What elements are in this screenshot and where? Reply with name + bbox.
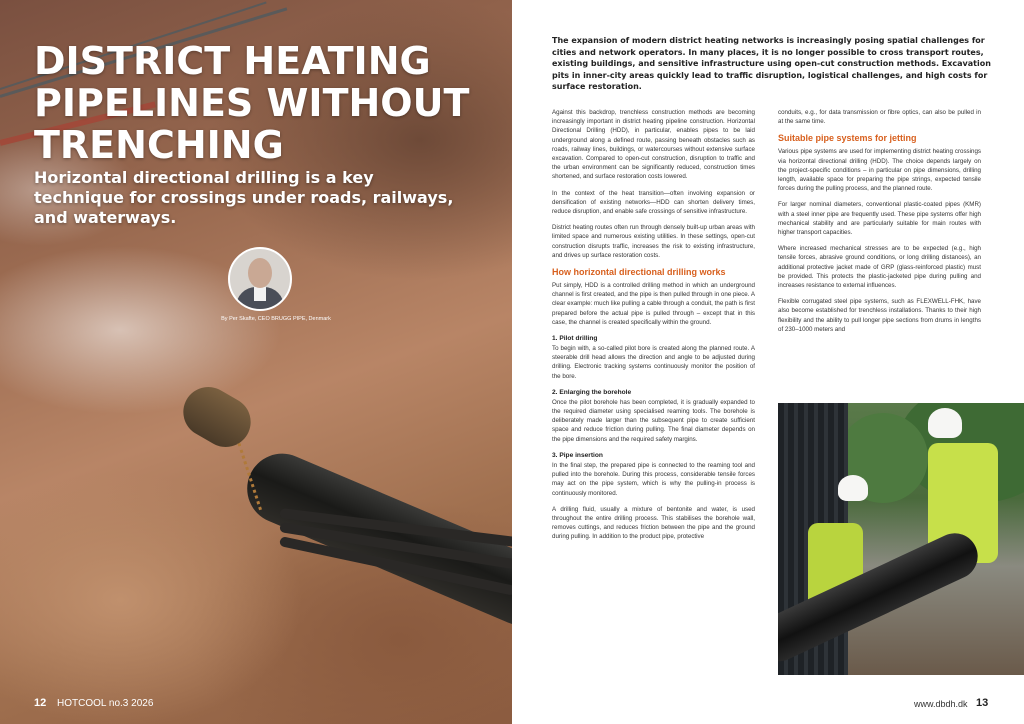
text-column-1 xyxy=(552,108,755,549)
step-heading: 1. Pilot drilling xyxy=(552,335,598,343)
author-byline: By Per Skafte, CEO BRUGG PIPE, Denmark xyxy=(221,316,331,322)
body-paragraph: Put simply, HDD is a controlled drilling method in which an underground channel is first created, and the pipe is then pulled through in one piece. A clear example: much like pulling a cable through a conduit, the path is first prepared before the actual pipe is pulled through – except that in this case, the channel is created specifically within the ground. xyxy=(552,282,755,326)
body-paragraph: District heating routes often run through densely built-up urban areas with limited space and numerous existing utilities. In these settings, open-cut construction disrupts traffic, increases the risk to existing infrastructure, and drives up surface restoration costs. xyxy=(552,224,755,259)
workers-photo xyxy=(778,403,1024,675)
body-paragraph: A drilling fluid, usually a mixture of bentonite and water, is used throughout the entire drilling process. This stabilises the borehole wall, removes cuttings, and reduces friction between the pipe and the ground during pulling. In addition to the product pipe, protective xyxy=(552,505,755,541)
body-paragraph: Against this backdrop, trenchless construction methods are becoming increasingly important in district heating pipeline construction. Horizontal Directional Drilling (HDD), in particular, enables pipes to be laid underground along a defined route, passing beneath obstacles such as roads, railway lines, buildings, or watercourses without extensive surface excavation. Compared to open-cut construction, disruption to traffic and the urban environment can be significantly reduced, construction times shortened, and surface restoration costs lowered. xyxy=(552,109,755,181)
body-paragraph: In the final step, the prepared pipe is connected to the reaming tool and pulled into the borehole. During this process, considerable tensile forces may act on the pipe system, which is why the pulling-in process is continuously monitored. xyxy=(552,461,755,497)
section-heading: How horizontal directional drilling works xyxy=(552,267,726,278)
left-page-footer xyxy=(34,696,153,711)
section-heading: Suitable pipe systems for jetting xyxy=(778,133,917,144)
helmet xyxy=(928,408,962,438)
footer-url: www.dbdh.dk xyxy=(914,699,968,709)
text-column-2 xyxy=(778,108,981,341)
magazine-issue: HOTCOOL no.3 2026 xyxy=(57,698,154,709)
body-paragraph: In the context of the heat transition—often involving expansion or densification of existing networks—HDD can shorten delivery times, reduce disruption, and enable safe crossings of sensitive infrastructure. xyxy=(552,189,755,216)
body-paragraph: Various pipe systems are used for implementing district heating crossings via horizontal directional drilling (HDD). The choice depends largely on the project-specific conditions – in particular on pipe dimensions, drilling length, available space for preparing the pipe strings, expected tensile forces during the pulling process, and the planned route. xyxy=(778,148,981,193)
body-paragraph: Once the pilot borehole has been completed, it is gradually expanded to the required diameter using specialised reaming tools. The borehole is deliberately made larger than the subsequent pipe to create sufficient space and reduce friction during pulling. The final diameter depends on the pipe dimensions and the required safety margins. xyxy=(552,398,755,443)
helmet xyxy=(838,475,868,501)
step-heading: 2. Enlarging the borehole xyxy=(552,388,632,396)
article-subtitle: Horizontal directional drilling is a key technique for crossings under roads, railways, and waterways. xyxy=(34,168,454,227)
author-portrait xyxy=(228,247,292,311)
body-paragraph: To begin with, a so-called pilot bore is created along the planned route. A steerable drill head allows the direction and angle to be adjusted during drilling. Electronic tracking systems continuously monitor the position of the bore. xyxy=(552,345,755,380)
right-page xyxy=(512,0,1024,724)
body-paragraph: Where increased mechanical stresses are to be expected (e.g., high tensile forces, abrasive ground conditions, or long drilling distances), an additional protective jacket made of GRP (glass-reinforced plastic) must be provided. This protects the plastic-jacketed pipe during pulling and increases resistance to external influences. xyxy=(778,245,981,290)
body-paragraph: conduits, e.g., for data transmission or fibre optics, can also be pulled in at the same time. xyxy=(778,109,981,126)
lead-paragraph: The expansion of modern district heating networks is increasingly posing spatial challenges for cities and network operators. In many places, it is no longer possible to cross transport routes, existing buildings, and sensitive infrastructure using open-cut construction methods. Excavation pits in inner-city areas quickly lead to traffic disruption, logistical challenges, and high costs for surface restoration. xyxy=(552,36,991,91)
page-number-right: 13 xyxy=(976,697,989,709)
step-heading: 3. Pipe insertion xyxy=(552,451,603,459)
body-paragraph: For larger nominal diameters, conventional plastic-coated pipes (KMR) with a steel inner pipe are frequently used. These pipe systems offer high mechanical stability and are particularly suitable for main routes with higher transport capacities. xyxy=(778,201,981,237)
page-number-left: 12 xyxy=(34,697,47,709)
article-title: DISTRICT HEATING PIPELINES WITHOUT TRENCHING xyxy=(34,39,470,167)
body-paragraph: Flexible corrugated steel pipe systems, such as FLEXWELL-FHK, have also become established for trenchless installations. Thanks to their high flexibility and the ability to pull longer pipe sections from drums in lengths of 230–1000 meters and xyxy=(778,298,981,333)
